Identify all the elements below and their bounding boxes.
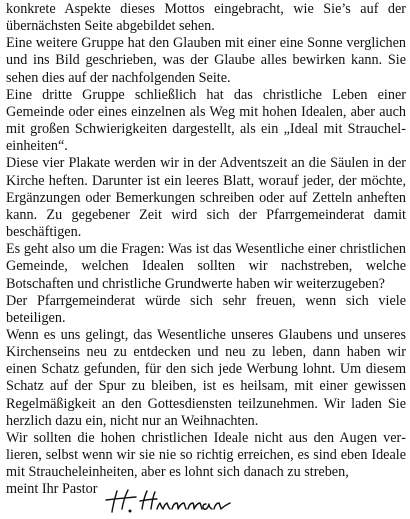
paragraph-mottos: konkrete Aspekte dieses Mottos eingebracht, wie Sie’s auf der übernächsten Seite abgebildet sehen.: [6, 1, 406, 35]
signature-drawing: [102, 485, 252, 519]
paragraph-schatz: Wenn es uns gelingt, das Wesentliche unseres Glaubens und unseres Kirchenseins neu zu entdecken und neu zu leben, dann haben wir einen Schatz gefunden, für den sich jede Werbung lohnt. Um diesem Schatz auf der Spur zu bleiben, ist es heilsam, mit einer gewissen Regelmäßigkeit an den Gottesdiensten teilzunehmen. Wir laden Sie herzlich dazu ein, nicht nur an Weihnachten.: [6, 326, 406, 429]
closing-row: [6, 481, 406, 515]
paragraph-glaube-sonne: Eine weitere Gruppe hat den Glauben mit einer eine Sonne verglichen und ins Bild geschrieben, was der Glaube alles bewirken kann. Sie sehen dies auf der nachfolgenden Seite.: [6, 35, 406, 86]
paragraph-pfarrgemeinderat: Der Pfarrgemeinderat würde sich sehr freuen, wenn sich viele beteiligen.: [6, 292, 406, 326]
pastor-signature: [102, 485, 252, 519]
closing-line: meint Ihr Pastor: [6, 481, 98, 498]
paragraph-fragen: Es geht also um die Fragen: Was ist das Wesentliche einer christlichen Gemeinde, welchen Idealen sollten wir nachstreben, welche Botschaften und christliche Grundwerte haben wir weiterzugeben?: [6, 241, 406, 292]
document-page: [6, 1, 406, 515]
paragraph-ideale: Wir sollten die hohen christlichen Ideale nicht aus den Augen verlieren, selbst wenn wir sie nie so richtig erreichen, es sind eben Ideale mit Straucheleinheiten, aber es lohnt sich danach zu streben,: [6, 429, 406, 481]
paragraph-ideal-weg: Eine dritte Gruppe schließlich hat das christliche Leben einer Gemeinde oder eines einzelnen als Weg mit hohen Idealen, aber auch mit großen Schwierigkeiten dargestellt, als ein „Ideal mit Straucheleinheiten“.: [6, 86, 406, 155]
paragraph-plakate: Diese vier Plakate werden wir in der Adventszeit an die Säulen in der Kirche heften. Darunter ist ein leeres Blatt, worauf jeder, der möchte, Ergänzungen oder Bemerkungen schreiben oder auf Zetteln anheften kann. Zu gegebener Zeit wird sich der Pfarrgemeinderat damit beschäftigen.: [6, 155, 406, 241]
